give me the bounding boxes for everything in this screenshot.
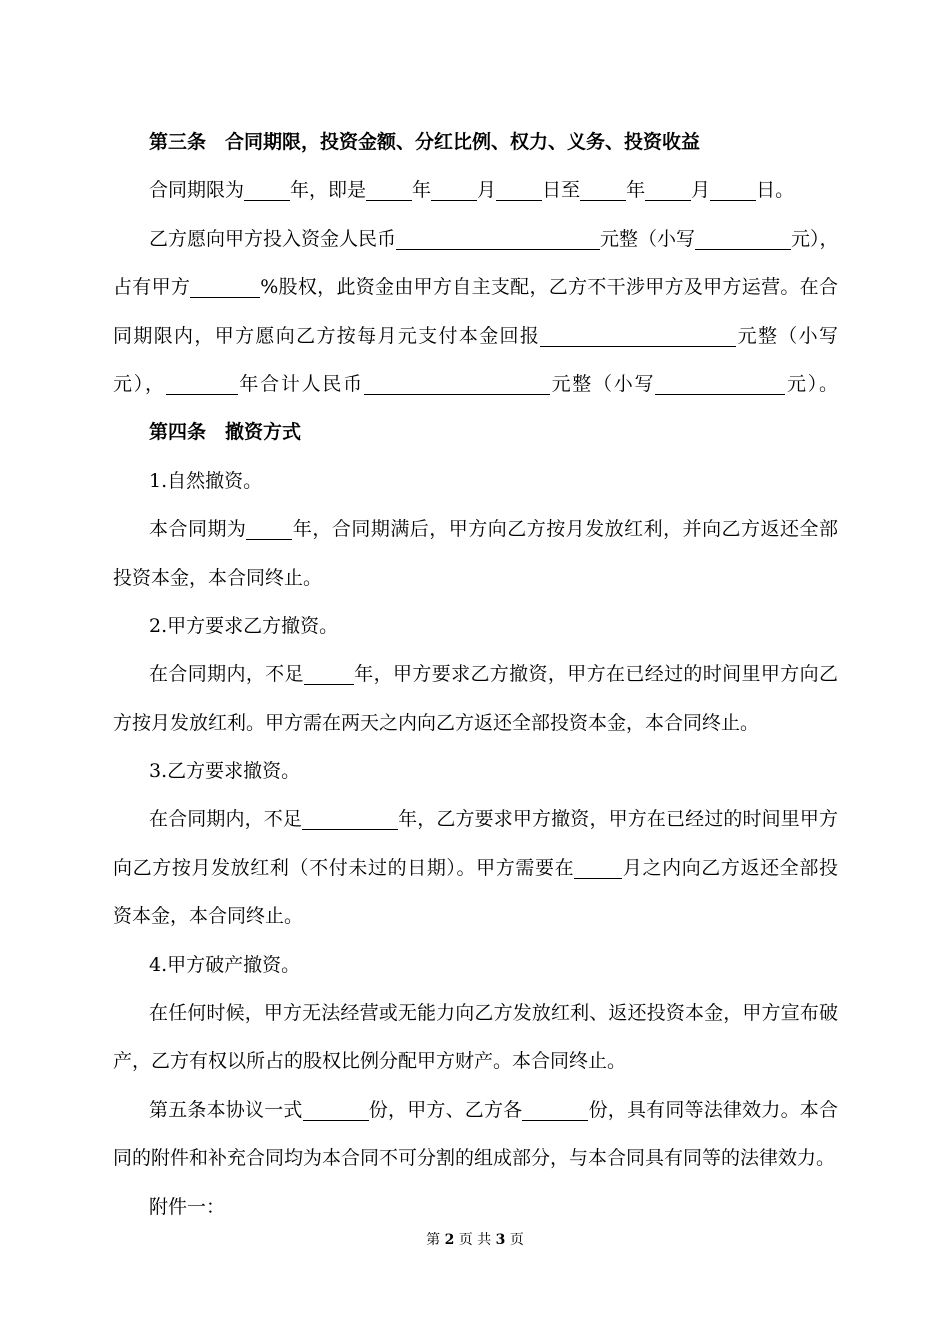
blank-field[interactable] xyxy=(645,180,691,201)
page-footer: 第 2 页 共 3 页 xyxy=(426,1232,524,1248)
blank-field[interactable] xyxy=(431,180,477,201)
blank-field[interactable] xyxy=(303,1100,369,1121)
blank-field[interactable] xyxy=(710,180,756,201)
blank-field[interactable] xyxy=(364,374,550,395)
article-3-heading: 第三条 合同期限，投资金额、分红比例、权力、义务、投资收益 xyxy=(149,131,701,153)
blank-field[interactable] xyxy=(366,180,412,201)
contract-term-line: 合同期限为 年，即是 年 月 日至 年 月 日。 xyxy=(149,179,795,202)
blank-field[interactable] xyxy=(540,326,736,347)
item-3-heading: 3.乙方要求撤资。 xyxy=(149,760,301,783)
blank-field[interactable] xyxy=(655,374,785,395)
item-3-text: 在合同期内，不足 年，乙方要求甲方撤资，甲方在已经过的时间里甲方 xyxy=(149,808,838,831)
monthly-return-line: 同期限内，甲方愿向乙方按每月元支付本金回报 元整（小写 xyxy=(113,324,838,347)
item-1-text: 本合同期为 年，合同期满后，甲方向乙方按月发放红利，并向乙方返还全部 xyxy=(149,518,838,541)
item-4-text-cont: 产，乙方有权以所占的股权比例分配甲方财产。本合同终止。 xyxy=(113,1050,627,1073)
blank-field[interactable] xyxy=(522,1100,588,1121)
article-5-text-cont: 同的附件和补充合同均为本合同不可分割的组成部分，与本合同具有同等的法律效力。 xyxy=(113,1147,836,1170)
blank-field[interactable] xyxy=(304,664,354,685)
item-4-text: 在任何时候，甲方无法经营或无能力向乙方发放红利、返还投资本金，甲方宣布破 xyxy=(149,1002,838,1025)
annual-total-line: 元）， 年合计人民币 元整（小写 元）。 xyxy=(113,372,838,395)
attachment-label: 附件一： xyxy=(149,1195,226,1218)
item-1-heading: 1.自然撤资。 xyxy=(149,469,263,492)
article-5-text: 第五条本协议一式 份，甲方、乙方各 份，具有同等法律效力。本合 xyxy=(149,1098,838,1121)
blank-field[interactable] xyxy=(302,809,398,830)
blank-field[interactable] xyxy=(496,180,542,201)
blank-field[interactable] xyxy=(396,229,600,250)
blank-field[interactable] xyxy=(580,180,626,201)
blank-field[interactable] xyxy=(166,374,238,395)
current-page-number: 2 xyxy=(444,1232,455,1248)
item-3-text-cont: 向乙方按月发放红利（不付未过的日期）。甲方需要在 月之内向乙方返还全部投 xyxy=(113,856,838,879)
blank-field[interactable] xyxy=(574,858,622,879)
item-2-heading: 2.甲方要求乙方撤资。 xyxy=(149,614,339,637)
item-2-text: 在合同期内，不足 年，甲方要求乙方撤资，甲方在已经过的时间里甲方向乙 xyxy=(149,663,838,686)
blank-field[interactable] xyxy=(246,519,292,540)
item-4-heading: 4.甲方破产撤资。 xyxy=(149,953,301,976)
item-3-text-end: 资本金，本合同终止。 xyxy=(113,905,304,928)
blank-field[interactable] xyxy=(695,229,791,250)
equity-share-line: 占有甲方 %股权，此资金由甲方自主支配，乙方不干涉甲方及甲方运营。在合 xyxy=(113,276,838,299)
item-2-text-cont: 方按月发放红利。甲方需在两天之内向乙方返还全部投资本金，本合同终止。 xyxy=(113,711,760,734)
article-4-heading: 第四条 撤资方式 xyxy=(149,421,302,444)
blank-field[interactable] xyxy=(190,277,260,298)
contract-page xyxy=(113,118,838,1231)
total-page-number: 3 xyxy=(495,1232,506,1248)
blank-field[interactable] xyxy=(244,180,290,201)
item-1-text-cont: 投资本金，本合同终止。 xyxy=(113,566,323,589)
investment-amount-line: 乙方愿向甲方投入资金人民币 元整（小写 元）， xyxy=(149,227,839,250)
